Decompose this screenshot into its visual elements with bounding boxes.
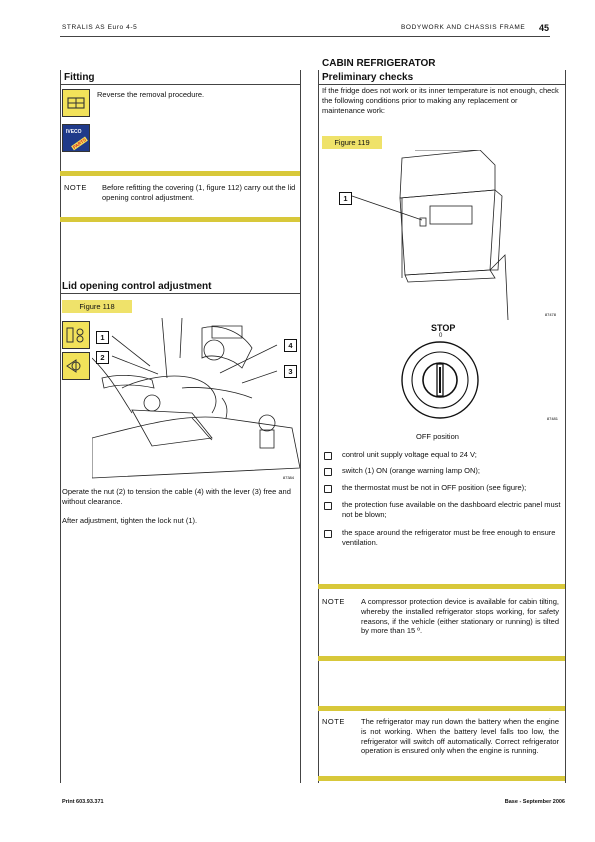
- note-label: NOTE: [64, 183, 87, 192]
- preliminary-title-rule: [318, 84, 565, 85]
- adjust-icon-graphic: [63, 322, 89, 348]
- fitting-text: Reverse the removal procedure.: [97, 90, 205, 99]
- checklist-item-3: the thermostat must be not in OFF position (see figure);: [342, 483, 527, 492]
- figure-119-label: Figure 119: [322, 136, 382, 149]
- figure-118-label: Figure 118: [62, 300, 132, 313]
- note-bar-top: [60, 171, 300, 176]
- thermostat-knob-drawing: [378, 340, 562, 428]
- note2-bar-top: [318, 706, 565, 711]
- note2-label: NOTE: [322, 717, 345, 726]
- left-column-rule: [60, 70, 61, 783]
- adjust-paragraph-2: After adjustment, tighten the lock nut (1).: [62, 516, 198, 525]
- checklist-item-4: the protection fuse available on the dashboard electric panel must not be blown;: [342, 500, 561, 519]
- header-rule: [60, 36, 550, 37]
- note1-label: NOTE: [322, 597, 345, 606]
- checklist-item-2: switch (1) ON (orange warning lamp ON);: [342, 466, 480, 475]
- replace-icon: [62, 89, 90, 117]
- fitting-title: Fitting: [64, 72, 95, 83]
- inspect-icon: [62, 352, 90, 380]
- checklist-item-1: control unit supply voltage equal to 24 V;: [342, 450, 477, 459]
- footer-edition: Base - September 2006: [504, 799, 565, 805]
- callout-1: 1: [96, 331, 109, 344]
- page-number: 45: [538, 23, 549, 33]
- intro-text: If the fridge does not work or its inner temperature is not enough, check the following conditions prior to making any replacement or maintenance work:: [322, 86, 559, 115]
- figure-118-drawing: [92, 318, 300, 484]
- figure-118-code: 87384: [282, 475, 294, 480]
- note1-text: A compressor protection device is available for cabin tilting, whereby the installed refrigerator stops working, for safety reasons, if the vehicle (either stationary or running) is tilted by more than 15 º.: [361, 597, 559, 636]
- cabin-refrigerator-title: CABIN REFRIGERATOR: [322, 58, 436, 69]
- checkbox-3: [324, 485, 332, 493]
- checkbox-4: [324, 502, 332, 510]
- note1-bar-bottom: [318, 656, 565, 661]
- header-title: STRALIS AS Euro 4-5: [62, 24, 138, 31]
- note-bar-bottom: [60, 217, 300, 222]
- stop-label: STOP: [431, 323, 456, 333]
- iveco-parts-logo: [62, 124, 90, 152]
- iveco-logo-text: IVECO: [66, 129, 82, 135]
- header-section: BODYWORK AND CHASSIS FRAME: [401, 24, 526, 31]
- fitting-title-rule: [60, 84, 300, 85]
- checkbox-2: [324, 468, 332, 476]
- preliminary-checks-title: Preliminary checks: [322, 72, 414, 83]
- checklist-item-5: the space around the refrigerator must be free enough to ensure ventilation.: [342, 528, 556, 547]
- figure-119-code-1: 87478: [544, 312, 556, 317]
- replace-icon-graphic: [63, 90, 89, 116]
- callout-switch-1: 1: [339, 192, 352, 205]
- off-position-caption: OFF position: [416, 432, 459, 441]
- checkbox-5: [324, 530, 332, 538]
- callout-4: 4: [284, 339, 297, 352]
- note2-text: The refrigerator may run down the battery when the engine is not working. When the battery level falls too low, the refrigerator will switch off automatically. Correct refrigerator operation is ensured only when the engine is running.: [361, 717, 559, 756]
- callout-2: 2: [96, 351, 109, 364]
- note2-bar-bottom: [318, 776, 565, 781]
- callout-3: 3: [284, 365, 297, 378]
- parts-logo-text: PARTS: [71, 137, 88, 150]
- right-column-rule: [565, 70, 566, 783]
- lid-adjust-title: Lid opening control adjustment: [62, 281, 212, 292]
- adjust-paragraph-1: Operate the nut (2) to tension the cable (4) with the lever (3) free and without clearance.: [62, 487, 291, 506]
- checkbox-1: [324, 452, 332, 460]
- adjust-icon: [62, 321, 90, 349]
- lid-title-rule: [60, 293, 300, 294]
- inspect-icon-graphic: [63, 353, 89, 379]
- footer-print-ref: Print 603.93.371: [62, 799, 104, 805]
- note-text: Before refitting the covering (1, figure 112) carry out the lid opening control adjustment.: [102, 183, 296, 202]
- center-column-rule-left: [300, 70, 301, 783]
- center-column-rule-right: [318, 70, 319, 783]
- figure-119-code-2: 87481: [546, 416, 558, 421]
- off-mark: 0: [439, 333, 443, 339]
- figure-119-fridge-drawing: [330, 150, 562, 320]
- note1-bar-top: [318, 584, 565, 589]
